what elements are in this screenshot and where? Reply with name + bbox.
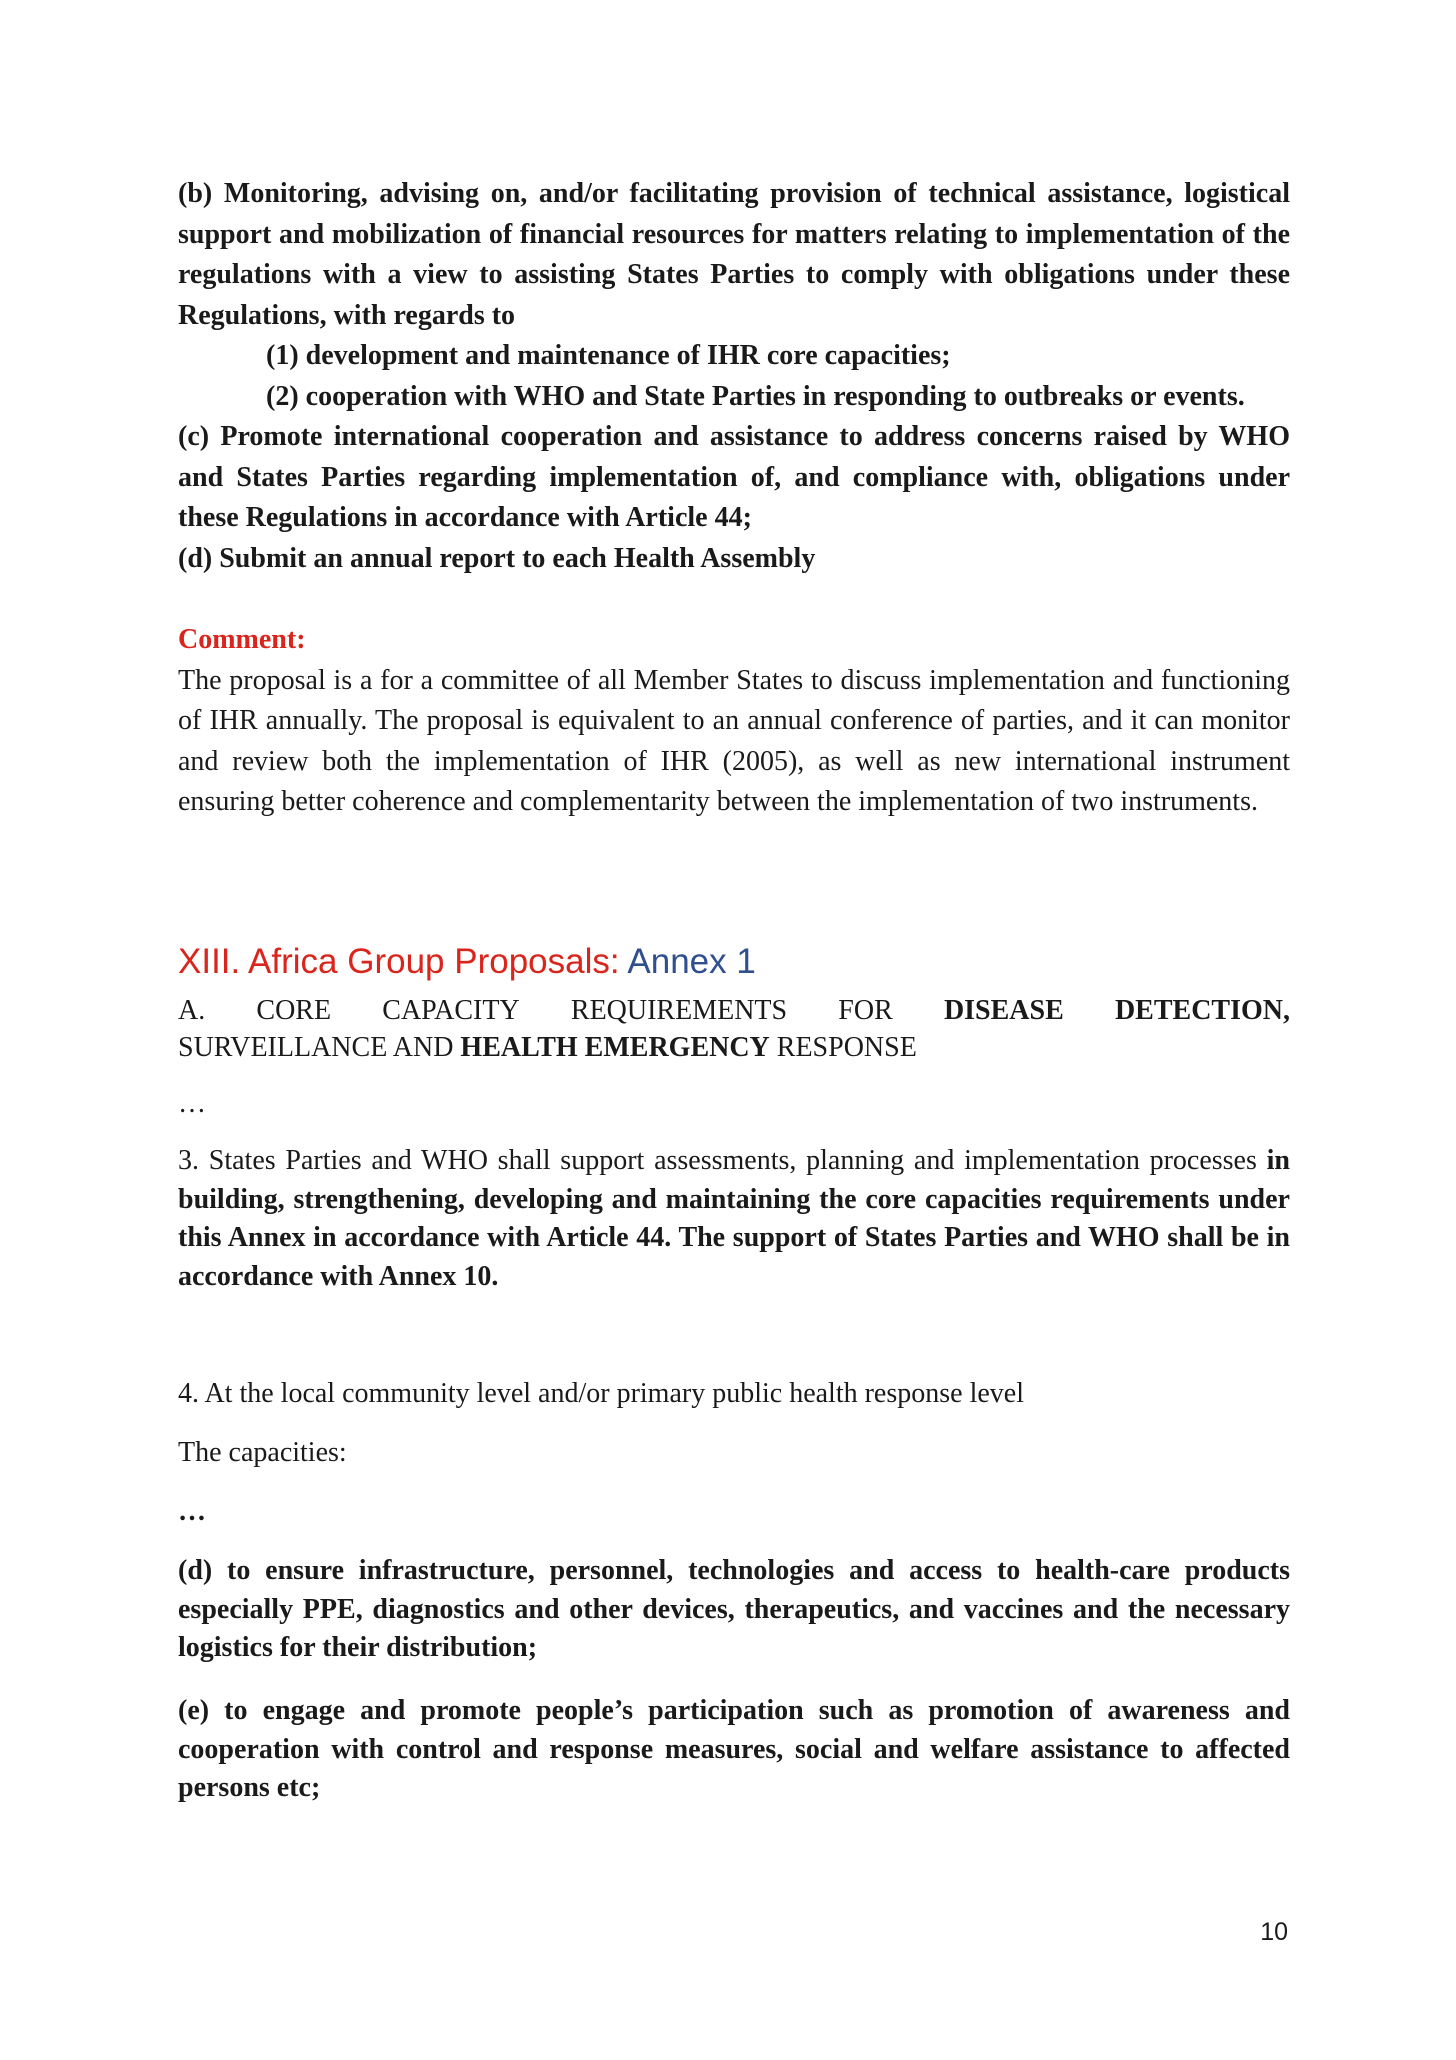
subtitle-word: A.: [178, 995, 206, 1026]
item-d-text: (d) to ensure infrastructure, personnel, technologies and access to health-care products especially PPE, diagnostics and other devices, therapeutics, and vaccines and the necessary logistics for their distribution;: [178, 1555, 1290, 1663]
comment-block: [178, 620, 1290, 823]
capacities-label: [178, 1433, 1290, 1474]
subtitle-line2-end: RESPONSE: [776, 1032, 917, 1063]
subtitle-word-bold: DETECTION,: [1114, 995, 1290, 1026]
comment-text: The proposal is a for a committee of all Member States to discuss implementation and functioning of IHR annually. The proposal is equivalent to an annual conference of parties, and it can monitor and review both the implementation of IHR (2005), as well as new international instrument ensuring better coherence and complementarity between the implementation of two instruments.: [178, 664, 1290, 817]
clause-b-text: (b) Monitoring, advising on, and/or facilitating provision of technical assistance, logistical support and mobilization of financial resources for matters relating to implementation of the regulations with a view to assisting States Parties to comply with obligations under these Regulations, with regards to: [178, 178, 1290, 331]
paragraph-4-intro-text: 4. At the local community level and/or primary public health response level: [178, 1378, 1024, 1409]
paragraph-4-intro: [178, 1374, 1290, 1415]
capacities-label-text: The capacities:: [178, 1437, 347, 1468]
subtitle-word: REQUIREMENTS: [570, 995, 788, 1026]
section-subtitle: [178, 992, 1290, 1066]
item-d: [178, 1552, 1290, 1668]
clause-b-item-1: (1) development and maintenance of IHR core capacities;: [266, 340, 951, 371]
subtitle-word: CAPACITY: [382, 995, 520, 1026]
ellipsis-2: [178, 1492, 1290, 1533]
paragraph-3-plain: 3. States Parties and WHO shall support assessments, planning and implementation processes: [178, 1145, 1257, 1176]
subtitle-word-bold: DISEASE: [943, 995, 1064, 1026]
ellipsis-1: [178, 1084, 1290, 1125]
section-heading: [178, 940, 756, 984]
page-number: 10: [1260, 1918, 1288, 1946]
item-e: [178, 1692, 1290, 1808]
section-heading-title: XIII. Africa Group Proposals:: [178, 942, 620, 981]
section-subtitle-line-2: [178, 1029, 1290, 1066]
ellipsis-text: …: [178, 1088, 206, 1119]
clause-d-text: (d) Submit an annual report to each Health Assembly: [178, 542, 816, 574]
subtitle-line2-bold: HEALTH EMERGENCY: [460, 1032, 770, 1063]
paragraph-3-bold: in building, strengthening, developing and maintaining the core capacities requirements under this Annex in accordance with Article 44. The support of States Parties and WHO shall be in accordance with Annex 10.: [178, 1145, 1290, 1292]
ellipsis-text: …: [178, 1496, 206, 1527]
clause-b-item-2: (2) cooperation with WHO and State Parties in responding to outbreaks or events.: [266, 380, 1245, 412]
clause-c-text: (c) Promote international cooperation and assistance to address concerns raised by WHO and States Parties regarding implementation of, and compliance with, obligations under these Regulations in accordance with Article 44;: [178, 421, 1290, 533]
comment-label: Comment:: [178, 624, 306, 655]
item-e-text: (e) to engage and promote people’s participation such as promotion of awareness and cooperation with control and response measures, social and welfare assistance to affected persons etc;: [178, 1695, 1290, 1803]
subtitle-word: CORE: [256, 995, 332, 1026]
subtitle-word: FOR: [838, 995, 893, 1026]
section-heading-annex: Annex 1: [627, 942, 756, 981]
section-subtitle-line-1: [178, 992, 1290, 1029]
subtitle-line2-start: SURVEILLANCE AND: [178, 1032, 454, 1063]
clause-list: [178, 174, 1290, 579]
paragraph-3: [178, 1142, 1290, 1296]
